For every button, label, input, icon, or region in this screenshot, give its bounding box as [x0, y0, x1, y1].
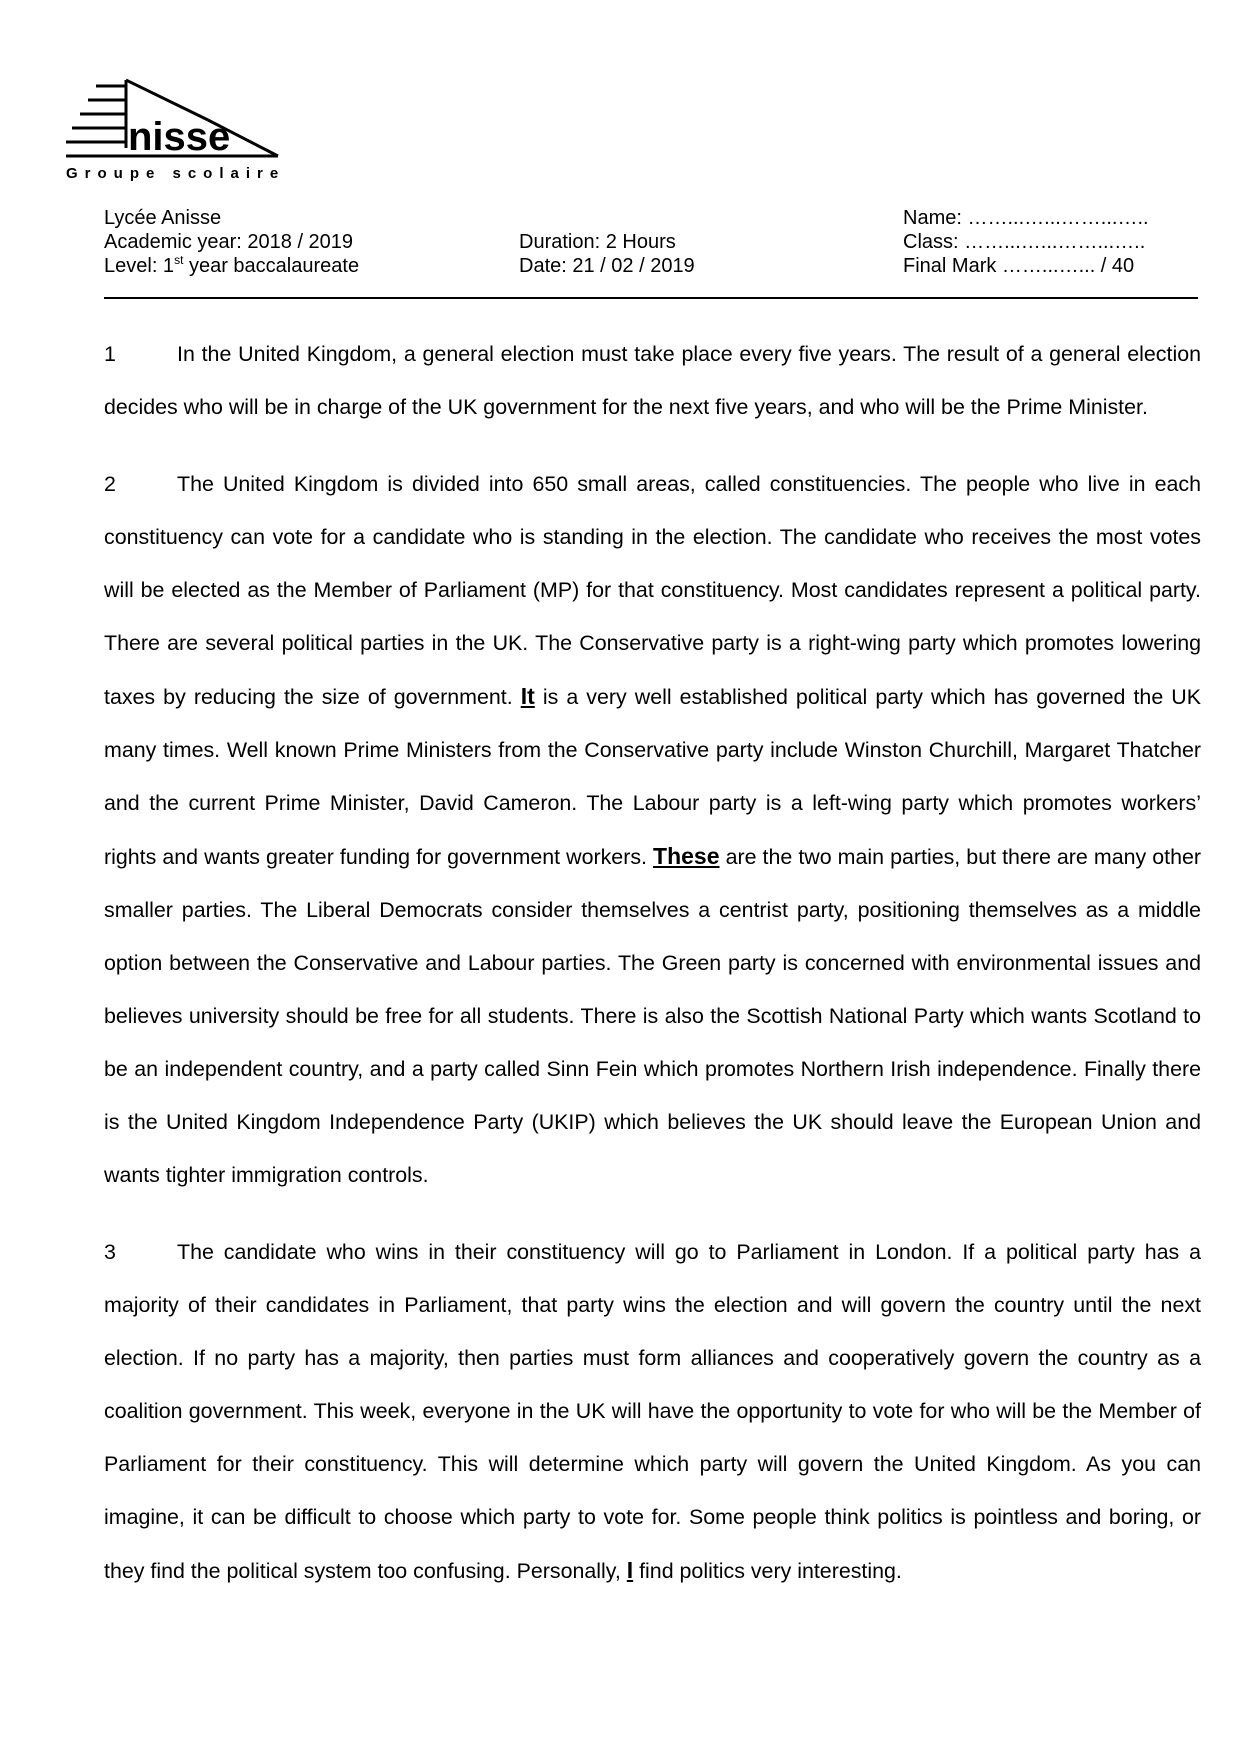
reading-passage [104, 328, 1201, 1622]
paragraph-1 [104, 328, 1201, 434]
final-mark-field: Final Mark ……...…... / 40 [903, 255, 1135, 277]
header-left-block [104, 206, 359, 278]
logo-wordmark: nisse [128, 115, 231, 159]
header-right-block [903, 206, 1149, 278]
class-field: Class: ……...…...……...….. [903, 231, 1146, 253]
exam-date: Date: 21 / 02 / 2019 [519, 255, 695, 277]
paragraph-text: The candidate who wins in their constituency will go to Parliament in London. If a political party has a majority of their candidates in Parliament, that party wins the election and will govern the country until the next election. If no party has a majority, then parties must form alliances and cooperatively govern the country as a coalition government. This week, everyone in the UK will have the opportunity to vote for who will be the Member of Parliament for their constituency. This will determine which party will govern the United Kingdom. As you can imagine, it can be difficult to choose which party to vote for. Some people think politics is pointless and boring, or they find the political system too confusing. Personally, [104, 1240, 1201, 1583]
logo-subtitle: Groupe scolaire [66, 165, 286, 182]
level-prefix: Level: 1 [104, 255, 175, 277]
school-logo [66, 78, 316, 186]
school-name: Lycée Anisse [104, 207, 222, 229]
level-superscript: st [174, 253, 184, 267]
header-middle-block [519, 230, 695, 278]
reference-word-these: These [653, 843, 720, 869]
header-divider [104, 297, 1198, 299]
paragraph-3 [104, 1226, 1201, 1598]
paragraph-number: 2 [104, 472, 116, 496]
paragraph-2 [104, 458, 1201, 1202]
paragraph-text: In the United Kingdom, a general election must take place every five years. The result of a general election decides who will be in charge of the UK government for the next five years, and who will be the Prime Minister. [104, 342, 1201, 419]
level-suffix: year baccalaureate [183, 255, 360, 277]
paragraph-text: are the two main parties, but there are many other smaller parties. The Liberal Democrats consider themselves a centrist party, positioning themselves as a middle option between the Conservative and Labour parties. The Green party is concerned with environmental issues and believes university should be free for all students. There is also the Scottish National Party which wants Scotland to be an independent country, and a party called Sinn Fein which promotes Northern Irish independence. Finally there is the United Kingdom Independence Party (UKIP) which believes the UK should leave the European Union and wants tighter immigration controls. [104, 845, 1201, 1187]
paragraph-number: 3 [104, 1240, 116, 1264]
paragraph-text: The United Kingdom is divided into 650 small areas, called constituencies. The people who live in each constituency can vote for a candidate who is standing in the election. The candidate who receives the most votes will be elected as the Member of Parliament (MP) for that constituency. Most candidates represent a political party. There are several political parties in the UK. The Conservative party is a right-wing party which promotes lowering taxes by reducing the size of government. [104, 472, 1201, 709]
paragraph-text: find politics very interesting. [633, 1559, 902, 1583]
reference-word-it: It [520, 683, 535, 709]
paragraph-text: is a very well established political party which has governed the UK many times. Well known Prime Ministers from the Conservative party include Winston Churchill, Margaret Thatcher and the current Prime Minister, David Cameron. The Labour party is a left-wing party which promotes workers’ rights and wants greater funding for government workers. [104, 685, 1201, 869]
academic-year: Academic year: 2018 / 2019 [104, 231, 354, 253]
student-name-field: Name: ……...…...……...….. [903, 207, 1149, 229]
paragraph-number: 1 [104, 342, 116, 366]
level [104, 254, 359, 278]
exam-duration: Duration: 2 Hours [519, 231, 676, 253]
reference-word-i: I [626, 1557, 634, 1583]
